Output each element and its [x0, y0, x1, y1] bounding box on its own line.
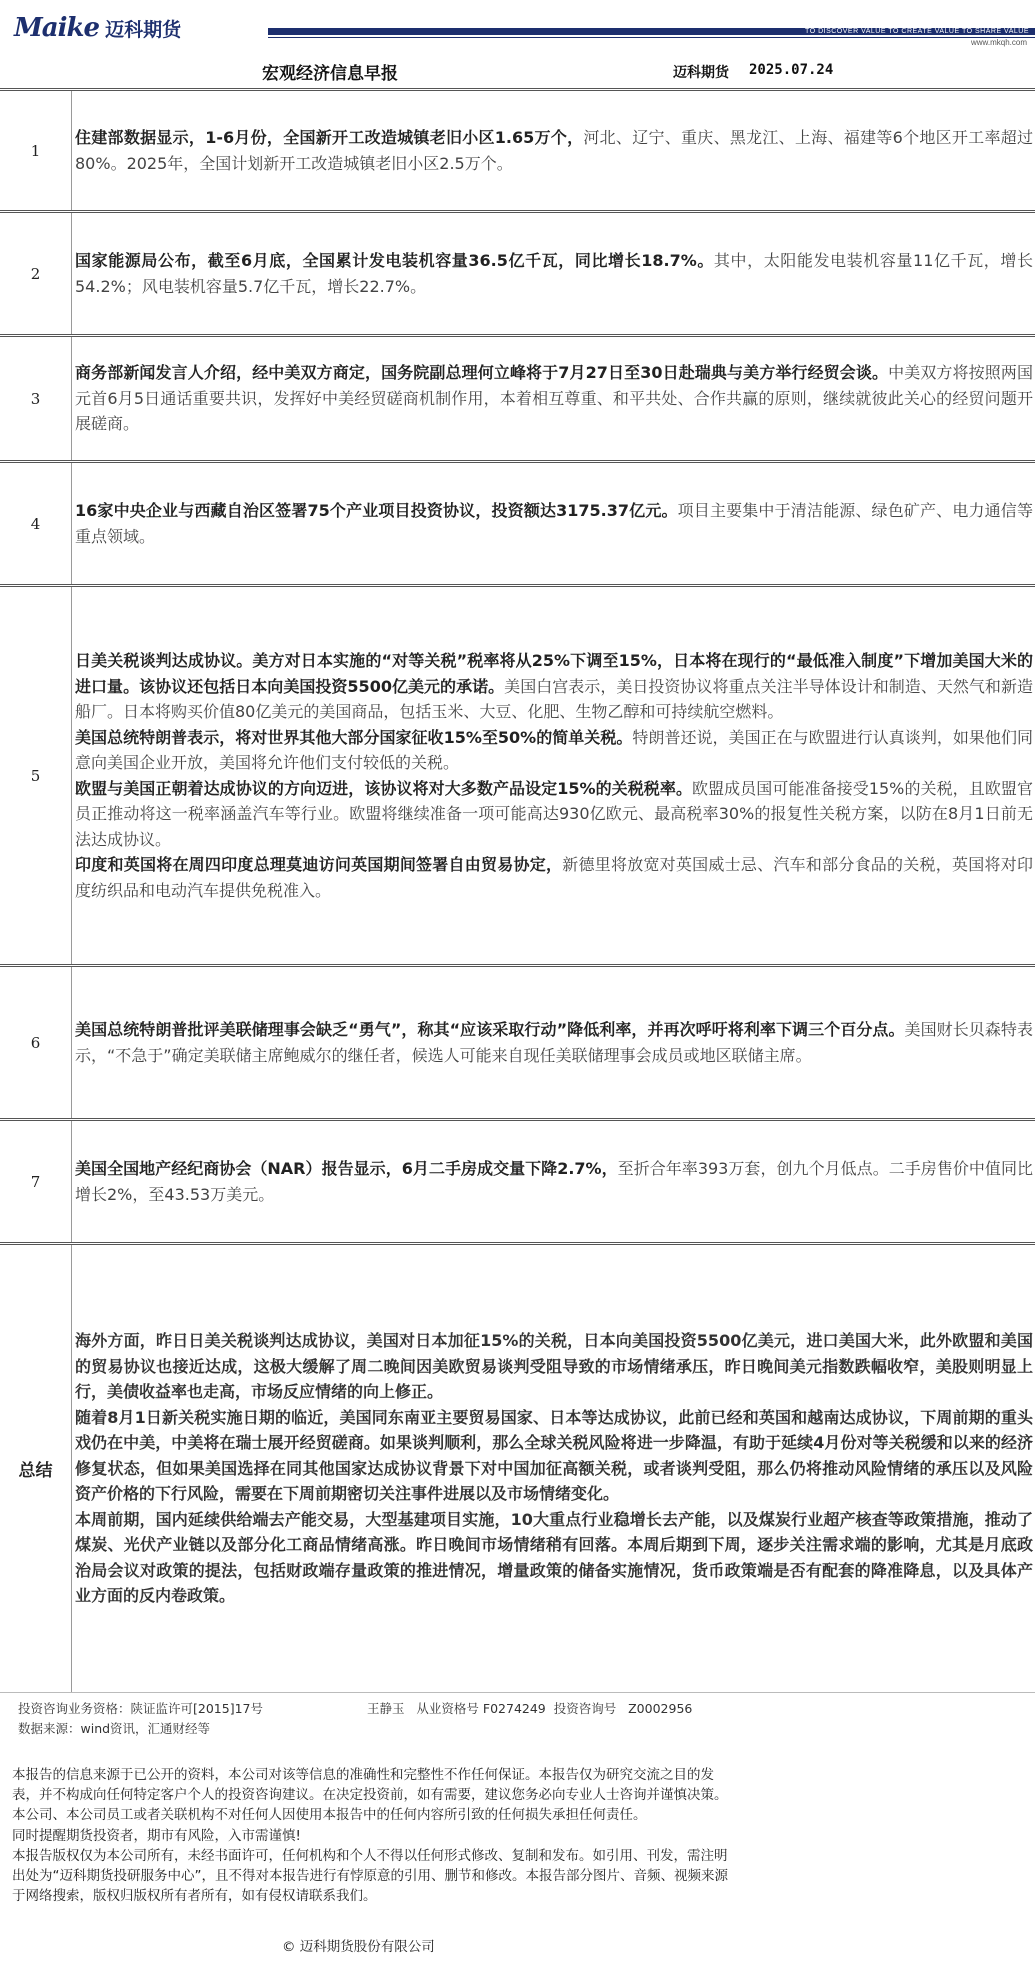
news-detail: 其中，太阳能发电装机容量11亿千瓦，增长54.2%；风电装机容量5.7亿千瓦，增长22.7%。	[75, 251, 1033, 296]
row-content	[74, 1121, 1035, 1242]
news-headline: 商务部新闻发言人介绍，经中美双方商定，国务院副总理何立峰将于7月27日至30日赴瑞典与美方举行经贸会谈。	[75, 363, 889, 383]
news-row-3	[0, 334, 1035, 460]
news-headline: 16家中央企业与西藏自治区签署75个产业项目投资协议，投资额达3175.37亿元。	[75, 501, 678, 520]
news-detail: 美国财长贝森特表示，“不急于”确定美联储主席鲍威尔的继任者，候选人可能来自现任美联储理事会成员或地区联储主席。	[75, 1020, 1033, 1065]
news-row-6	[0, 964, 1035, 1118]
news-row-4	[0, 460, 1035, 584]
row-number: 1	[0, 91, 72, 210]
news-detail: 美国白宫表示，美日投资协议将重点关注半导体设计和制造、天然气和新造船厂。日本将购买价值80亿美元的美国商品，包括玉米、大豆、化肥、生物乙醇和可持续航空燃料。	[75, 676, 1033, 721]
row-number: 2	[0, 213, 72, 334]
news-headline: 印度和英国将在周四印度总理莫迪访问英国期间签署自由贸易协定，	[75, 855, 563, 874]
report-organization: 迈科期货	[673, 65, 729, 81]
copyright-notice: 本报告版权仅为本公司所有，未经书面许可，任何机构和个人不得以任何形式修改、复制和发布。如引用、刊发，需注明出处为“迈科期货投研服务中心”，且不得对本报告进行有悖原意的引用、删节和修改。本报告部分图片、音频、视频来源于网络搜索，版权归版权所有者所有，如有侵权请联系我们。	[12, 1847, 728, 1905]
news-headline: 欧盟与美国正朝着达成协议的方向迈进，该协议将对大多数产品设定15%的关税税率。	[75, 778, 693, 798]
row-content	[74, 463, 1035, 584]
summary-text	[75, 1328, 1033, 1609]
disclaimer	[12, 1765, 732, 1906]
data-source: 数据来源：wind资讯，汇通财经等	[18, 1721, 211, 1736]
news-paragraph	[75, 776, 1033, 853]
news-row-2	[0, 210, 1035, 334]
copyright: © 迈科期货股份有限公司	[282, 1939, 435, 1955]
row-number: 6	[0, 967, 72, 1118]
row-number: 3	[0, 337, 72, 460]
header-slogan: TO DISCOVER VALUE TO CREATE VALUE TO SHARE VALUE	[805, 28, 1029, 35]
summary-label: 总结	[0, 1245, 72, 1692]
title-row	[0, 55, 1035, 87]
row-content	[74, 337, 1035, 460]
row-content	[74, 967, 1035, 1118]
news-text	[75, 498, 1033, 549]
news-row-1	[0, 88, 1035, 210]
news-paragraph	[75, 852, 1033, 903]
news-text	[75, 125, 1033, 176]
summary-content	[74, 1245, 1035, 1692]
row-number: 5	[0, 587, 72, 964]
news-paragraph	[75, 725, 1033, 776]
disclaimer-paragraph: 本报告的信息来源于已公开的资料，本公司对该等信息的准确性和完整性不作任何保证。本报告仅为研究交流之目的发表，并不构成向任何特定客户个人的投资咨询建议。在决定投资前，如有需要，建议您务必向专业人士咨询并谨慎决策。本公司、本公司员工或者关联机构不对任何人因使用本报告中的任何内容所引致的任何损失承担任何责任。	[12, 1767, 728, 1824]
news-text	[75, 648, 1033, 903]
page-footer	[0, 1692, 1035, 1985]
row-content	[74, 91, 1035, 210]
news-detail: 河北、辽宁、重庆、黑龙江、上海、福建等6个地区开工率超过80%。2025年，全国计划新开工改造城镇老旧小区2.5万个。	[75, 128, 1033, 173]
news-text	[75, 1017, 1033, 1068]
news-row-7	[0, 1118, 1035, 1242]
page-header	[0, 0, 1035, 48]
header-website: www.mkqh.com	[970, 38, 1027, 47]
summary-paragraph: 海外方面，昨日日美关税谈判达成协议，美国对日本加征15%的关税，日本向美国投资5500亿美元，进口美国大米，此外欧盟和美国的贸易协议也接近达成，这极大缓解了周二晚间因美欧贸易谈判受阻导致的市场情绪承压，昨日晚间美元指数跌幅收窄，美股则明显上行，美债收益率也走高，市场反应情绪的向上修正。	[75, 1331, 1033, 1402]
news-detail: 项目主要集中于清洁能源、绿色矿产、电力通信等重点领域。	[75, 501, 1033, 546]
row-content	[74, 587, 1035, 964]
row-number: 7	[0, 1121, 72, 1242]
news-text	[75, 248, 1033, 299]
summary-row	[0, 1242, 1035, 1692]
news-detail: 至折合年率393万套，创九个月低点。二手房售价中值同比增长2%，至43.53万美元。	[75, 1159, 1034, 1204]
row-content	[74, 213, 1035, 334]
news-row-5	[0, 584, 1035, 964]
logo-latin-text: Maike	[14, 13, 100, 43]
news-paragraph	[75, 648, 1033, 725]
news-headline: 国家能源局公布，截至6月底，全国累计发电装机容量36.5亿千瓦，同比增长18.7%。	[75, 251, 714, 270]
report-date: 2025.07.24	[749, 62, 834, 78]
news-headline: 美国总统特朗普表示，将对世界其他大部分国家征收15%至50%的简单关税。	[75, 727, 633, 747]
summary-paragraph: 本周前期，国内延续供给端去产能交易，大型基建项目实施，10大重点行业稳增长去产能，以及煤炭行业超产核查等政策措施，推动了煤炭、光伏产业链以及部分化工商品情绪高涨。昨日晚间市场情绪稍有回落。本周后期到下周，逐步关注需求端的影响，尤其是月底政治局会议对政策的提法，包括财政端存量政策的推进情况，增量政策的储备实施情况，货币政策端是否有配套的降准降息，以及具体产业方面的反内卷政策。	[75, 1509, 1033, 1606]
news-detail: 新德里将放宽对英国威士忌、汽车和部分食品的关税，英国将对印度纺织品和电动汽车提供免税准入。	[75, 855, 1033, 900]
news-text	[75, 1156, 1033, 1207]
risk-warning: 同时提醒期货投资者，期市有风险，入市需谨慎!	[12, 1827, 301, 1844]
header-divider	[268, 37, 1035, 38]
news-headline: 日美关税谈判达成协议。美方对日本实施的“对等关税”税率将从25%下调至15%，日本将在现行的“最低准入制度”下增加美国大米的进口量。该协议还包括日本向美国投资5500亿美元的承诺。	[75, 651, 1033, 696]
news-headline: 美国全国地产经纪商协会（NAR）报告显示，6月二手房成交量下降2.7%，	[75, 1159, 618, 1178]
news-detail: 欧盟成员国可能准备接受15%的关税，且欧盟官员正推动将这一税率涵盖汽车等行业。欧盟将继续准备一项可能高达930亿欧元、最高税率30%的报复性关税方案，以防在8月1日前无法达成协议。	[75, 778, 1033, 849]
news-headline: 住建部数据显示，1-6月份，全国新开工改造城镇老旧小区1.65万个，	[75, 128, 584, 147]
logo-chinese-text: 迈科期货	[105, 18, 182, 41]
news-text	[75, 360, 1033, 437]
analyst-info: 王静玉 从业资格号 F0274249 投资咨询号 Z0002956	[367, 1701, 693, 1716]
row-number: 4	[0, 463, 72, 584]
news-detail: 特朗普还说，美国正在与欧盟进行认真谈判，如果他们同意向美国企业开放，美国将允许他们支付较低的关税。	[75, 727, 1033, 772]
report-title: 宏观经济信息早报	[262, 64, 398, 84]
company-logo	[14, 13, 182, 43]
summary-paragraph: 随着8月1日新关税实施日期的临近，美国同东南亚主要贸易国家、日本等达成协议，此前已经和英国和越南达成协议，下周前期的重头戏仍在中美，中美将在瑞士展开经贸磋商。如果谈判顺利，那么全球关税风险将进一步降温，有助于延续4月份对等关税缓和以来的经济修复状态，但如果美国选择在同其他国家达成协议背景下对中国加征高额关税，或者谈判受阻，那么仍将推动风险情绪的承压以及风险资产价格的下行风险，需要在下周前期密切关注事件进展以及市场情绪变化。	[75, 1407, 1033, 1504]
news-headline: 美国总统特朗普批评美联储理事会缺乏“勇气”，称其“应该采取行动”降低利率，并再次呼吁将利率下调三个百分点。	[75, 1020, 905, 1039]
news-detail: 中美双方将按照两国元首6月5日通话重要共识，发挥好中美经贸磋商机制作用，本着相互尊重、和平共处、合作共赢的原则，继续就彼此关心的经贸问题开展磋商。	[75, 363, 1033, 434]
qualification-text: 投资咨询业务资格：陕证监许可[2015]17号	[18, 1701, 263, 1716]
